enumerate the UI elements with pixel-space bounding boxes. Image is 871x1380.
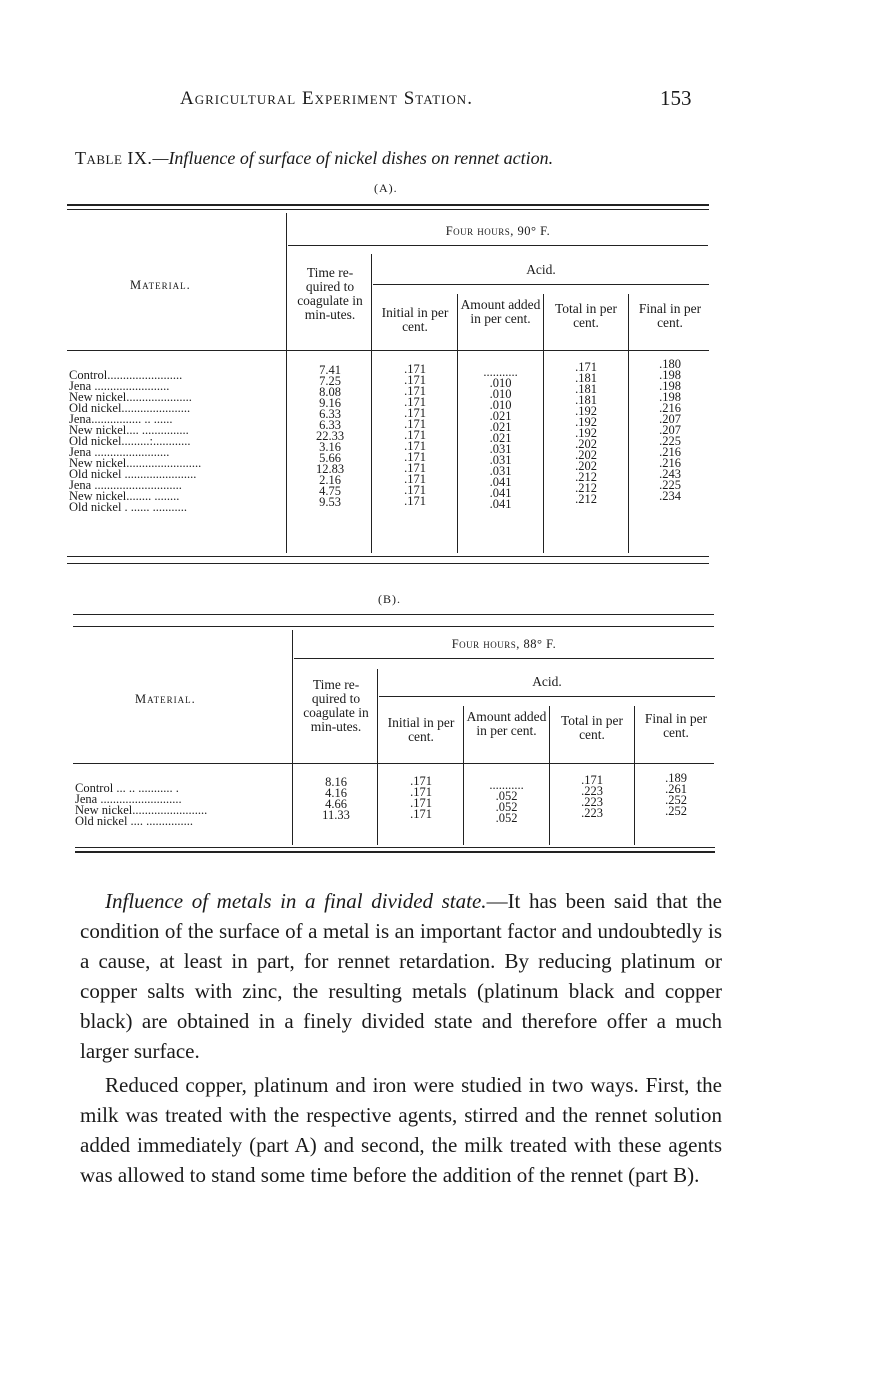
group-header-rule — [288, 245, 708, 246]
header-bottom-rule — [73, 763, 714, 764]
total-column — [545, 362, 627, 505]
divider-initial — [457, 294, 458, 553]
table-cell: .181 — [575, 384, 597, 395]
table-cell: Jena ............................ — [69, 480, 182, 491]
table-cell: 8.16 — [325, 777, 347, 788]
table-cell: .041 — [489, 488, 512, 499]
table-cell: Old nickel ....................... — [69, 469, 197, 480]
table-cell: .031 — [489, 455, 512, 466]
table-cell: New nickel.... ............... — [69, 425, 189, 436]
table-cell: .216 — [659, 403, 681, 414]
table-cell: .198 — [659, 370, 681, 381]
table-cell: .171 — [404, 463, 426, 474]
table-cell: New nickel........................ — [75, 805, 208, 816]
table-cell: .189 — [665, 773, 687, 784]
table-cell: .202 — [575, 461, 597, 472]
divider-total — [634, 706, 635, 845]
table-cell: .171 — [410, 809, 432, 820]
table-cell: .031 — [489, 466, 512, 477]
table-label: Table IX. — [75, 148, 153, 168]
table-cell: .207 — [659, 425, 681, 436]
acid-header-rule — [373, 284, 709, 285]
paragraph-1-text: —It has been said that the condition of the surface of a metal is an important factor and undoubtedly is a cause, at least in part, for rennet retardation. By reducing platinum or copper salts with zinc, the resulting metals (platinum black and copper black) are obtained in a finely divided state and therefore offer a much larger surface. — [80, 889, 722, 1063]
table-cell: .216 — [659, 458, 681, 469]
table-cell: .192 — [575, 428, 597, 439]
table-cell: .171 — [410, 776, 432, 787]
table-cell: .052 — [495, 813, 518, 824]
total-header: Total in per cent. — [560, 713, 624, 742]
final-header: Final in per cent. — [644, 711, 708, 740]
table-cell: .180 — [659, 359, 681, 370]
table-cell: .031 — [489, 444, 512, 455]
table-cell: .212 — [575, 472, 597, 483]
divider-time — [377, 669, 378, 845]
material-header: Material. — [130, 278, 191, 292]
table-cell: .252 — [665, 795, 687, 806]
material-column — [69, 370, 283, 513]
table-cell: .198 — [659, 392, 681, 403]
table-cell: .171 — [404, 375, 426, 386]
divider-time — [371, 254, 372, 553]
table-bottom-rule — [75, 851, 715, 853]
table-cell: Old nickel . ...... ........... — [69, 502, 188, 513]
table-cell: Control........................ — [69, 370, 183, 381]
table-cell: .171 — [404, 397, 426, 408]
header-bottom-rule — [67, 350, 709, 351]
table-cell: .171 — [581, 775, 603, 786]
table-cell: New nickel........ ........ — [69, 491, 180, 502]
page-number: 153 — [660, 86, 692, 110]
table-cell: .212 — [575, 483, 597, 494]
divider-material — [292, 630, 293, 845]
top-rule-thin — [73, 626, 714, 627]
top-rule-thin — [67, 209, 709, 210]
table-cell: .052 — [495, 791, 518, 802]
table-cell: Control ... .. ........... . — [75, 783, 179, 794]
table-cell: 8.08 — [319, 387, 341, 398]
table-cell: Jena .......................... — [75, 794, 182, 805]
table-cell: .212 — [575, 494, 597, 505]
table-cell: .223 — [581, 808, 603, 819]
table-cell: 9.16 — [319, 398, 341, 409]
final-column — [636, 773, 716, 817]
table-cell: .021 — [489, 433, 512, 444]
table-bottom-rule-thin — [75, 847, 715, 848]
table-cell: .202 — [575, 439, 597, 450]
acid-header: Acid. — [532, 674, 562, 689]
table-cell: .041 — [489, 477, 512, 488]
table-bottom-rule — [67, 556, 709, 557]
table-cell: .234 — [659, 491, 681, 502]
table-cell: 4.16 — [325, 788, 347, 799]
table-cell: 4.66 — [325, 799, 347, 810]
table-cell: .171 — [404, 419, 426, 430]
table-cell: 5.66 — [319, 453, 341, 464]
material-column — [75, 783, 289, 827]
table-cell: 2.16 — [319, 475, 341, 486]
initial-header: Initial in per cent. — [387, 715, 455, 744]
table-cell: .171 — [404, 452, 426, 463]
table-bottom-rule-thin — [67, 563, 709, 564]
table-cell: 11.33 — [322, 810, 350, 821]
table-cell: .171 — [404, 474, 426, 485]
part-label-b: (B). — [378, 592, 401, 606]
acid-header: Acid. — [526, 262, 556, 277]
table-caption — [75, 148, 715, 169]
table-cell: .216 — [659, 447, 681, 458]
material-header: Material. — [135, 692, 196, 706]
table-cell: Old nickel.........:............ — [69, 436, 191, 447]
table-cell: 4.75 — [319, 486, 341, 497]
table-cell: .010 — [489, 400, 512, 411]
paragraph-title: Influence of metals in a final divided state. — [105, 889, 487, 913]
table-cell: .192 — [575, 406, 597, 417]
final-column — [630, 359, 710, 502]
top-rule — [73, 614, 714, 615]
table-cell: .010 — [489, 389, 512, 400]
top-rule — [67, 204, 709, 206]
time-column — [290, 365, 370, 508]
table-cell: Jena................ .. ...... — [69, 414, 173, 425]
table-cell: .171 — [404, 496, 426, 507]
table-cell: Jena ........................ — [69, 447, 170, 458]
table-cell: .243 — [659, 469, 681, 480]
table-cell: .171 — [410, 798, 432, 809]
table-cell: .052 — [495, 802, 518, 813]
table-cell: Jena ........................ — [69, 381, 170, 392]
table-cell: .041 — [489, 499, 512, 510]
amount-column — [465, 780, 548, 824]
table-cell: .192 — [575, 417, 597, 428]
final-header: Final in per cent. — [638, 301, 702, 330]
table-cell: .223 — [581, 797, 603, 808]
table-cell: .171 — [410, 787, 432, 798]
paragraph-1 — [80, 886, 722, 1066]
acid-header-rule — [379, 696, 715, 697]
table-cell: .171 — [404, 430, 426, 441]
divider-material — [286, 213, 287, 553]
table-cell: New nickel..................... — [69, 392, 192, 403]
table-cell: .181 — [575, 373, 597, 384]
table-cell: .021 — [489, 422, 512, 433]
initial-header: Initial in per cent. — [381, 305, 449, 334]
total-header: Total in per cent. — [554, 301, 618, 330]
table-cell: .171 — [404, 441, 426, 452]
time-header: Time re-quired to coagulate in min-utes. — [297, 265, 363, 322]
table-cell: ........... — [483, 367, 518, 378]
table-cell: .261 — [665, 784, 687, 795]
amount-column — [459, 367, 542, 510]
table-cell: .198 — [659, 381, 681, 392]
group-header-rule — [294, 658, 714, 659]
initial-column — [374, 364, 456, 507]
table-cell: 7.41 — [319, 365, 341, 376]
group-header-a: Four hours, 90° F. — [445, 224, 551, 238]
divider-amount — [543, 294, 544, 553]
table-cell: New nickel........................ — [69, 458, 202, 469]
table-cell: 7.25 — [319, 376, 341, 387]
table-cell: 6.33 — [319, 409, 341, 420]
group-header-b: Four hours, 88° F. — [451, 637, 557, 651]
table-cell: ........... — [489, 780, 524, 791]
table-cell: 22.33 — [315, 431, 345, 442]
table-cell: .225 — [659, 436, 681, 447]
table-cell: .171 — [404, 386, 426, 397]
total-column — [551, 775, 633, 819]
running-head: Agricultural Experiment Station. — [180, 88, 473, 109]
table-cell: 9.53 — [319, 497, 341, 508]
part-label-a: (A). — [374, 181, 398, 195]
table-cell: .225 — [659, 480, 681, 491]
amount-header: Amount added in per cent. — [460, 297, 541, 326]
table-cell: 3.16 — [319, 442, 341, 453]
table-cell: .202 — [575, 450, 597, 461]
table-cell: .181 — [575, 395, 597, 406]
table-cell: .021 — [489, 411, 512, 422]
table-cell: .171 — [404, 364, 426, 375]
paragraph-2: Reduced copper, platinum and iron were studied in two ways. First, the milk was treated with the respective agents, stirred and the rennet solution added immediately (part A) and second, the milk treated with these agents was allowed to stand some time before the addition of the rennet (part B). — [80, 1073, 722, 1187]
table-cell: Old nickel .... ............... — [75, 816, 194, 827]
table-cell: Old nickel...................... — [69, 403, 191, 414]
table-cell: .171 — [404, 408, 426, 419]
table-cell: 6.33 — [319, 420, 341, 431]
table-cell: .207 — [659, 414, 681, 425]
table-cell: .252 — [665, 806, 687, 817]
divider-amount — [549, 706, 550, 845]
table-cell: .223 — [581, 786, 603, 797]
divider-total — [628, 294, 629, 553]
time-column — [296, 777, 376, 821]
table-title: —Influence of surface of nickel dishes on rennet action. — [152, 148, 554, 168]
initial-column — [380, 776, 462, 820]
divider-initial — [463, 706, 464, 845]
table-cell: .010 — [489, 378, 512, 389]
amount-header: Amount added in per cent. — [466, 709, 547, 738]
table-cell: 12.83 — [315, 464, 345, 475]
time-header: Time re-quired to coagulate in min-utes. — [303, 677, 369, 734]
table-cell: .171 — [575, 362, 597, 373]
body-text — [80, 886, 722, 1190]
table-cell: .171 — [404, 485, 426, 496]
